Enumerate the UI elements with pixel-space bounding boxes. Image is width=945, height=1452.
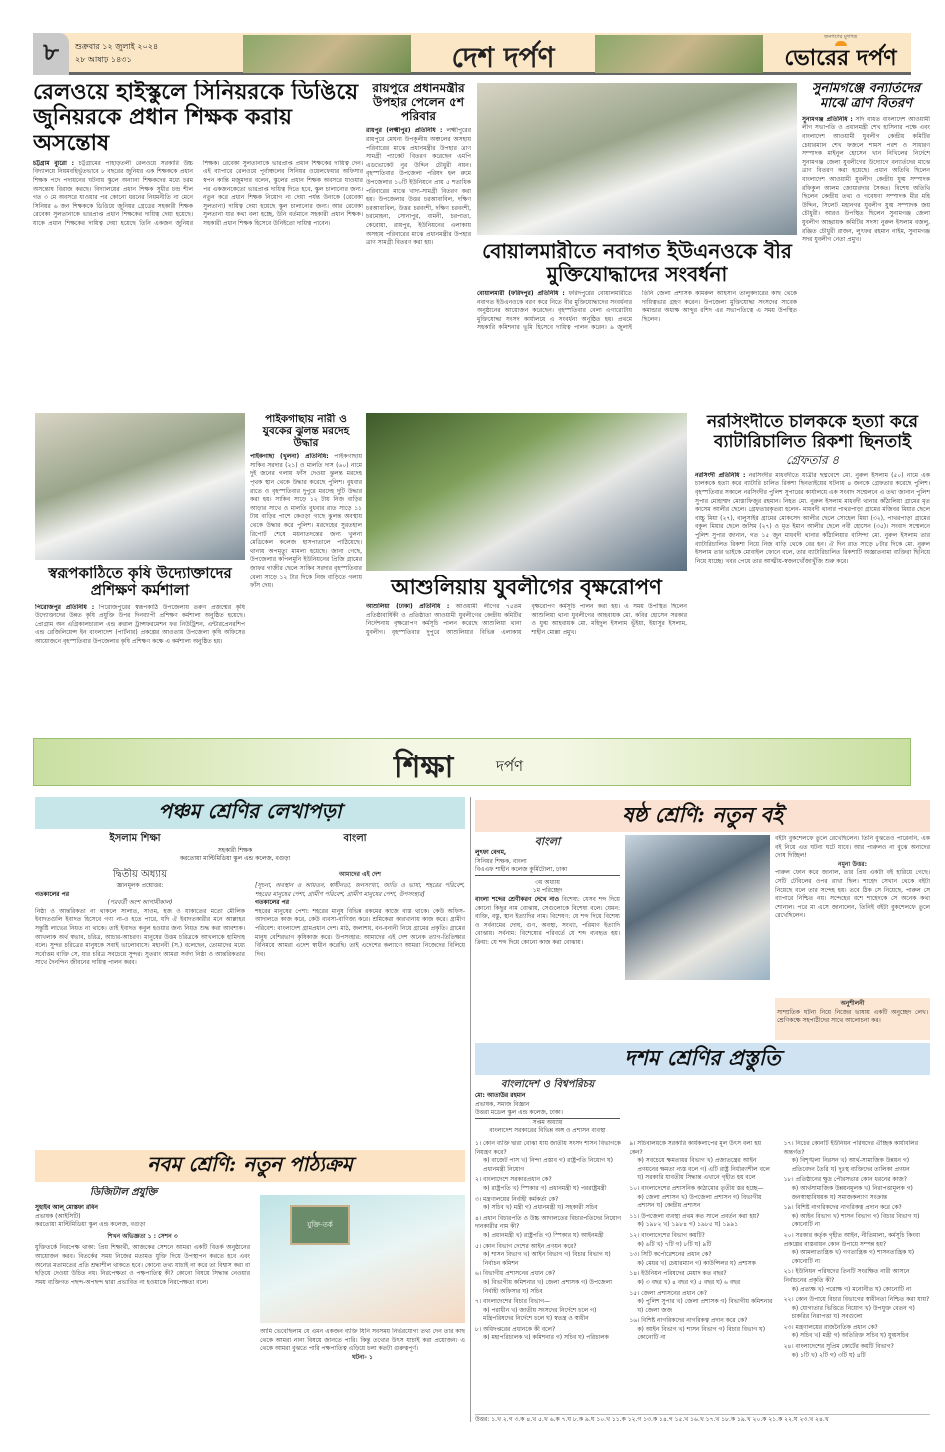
class9-header: নবম শ্রেণি: নতুন পাঠ্যক্রম [35,1150,465,1182]
exercise-body: সাম্প্রতিক ঘটনা নিয়ে নিজের ভাষায় একটি অনুচ্ছেদ লেখ। শ্রেণিকক্ষে সহপাঠীদের সাথে আলোচনা কর। [777,1008,928,1025]
class5-bangla-content [255,868,465,1130]
header-photo-strip-left [243,35,411,73]
article-swarupkathi [35,604,245,726]
logo-tagline: জনগণের মুখপত্র [823,34,858,40]
class5-islam-content [35,868,245,1130]
figure-caption: যুক্তি-তর্ক [290,1205,350,1245]
headline-sunamganj: সুনামগঞ্জে বন্যার্তদের মাঝে ত্রাণ বিতরণ [811,82,921,111]
dateline: পাইকগাছা (খুলনা) প্রতিনিধি: [250,453,329,461]
mcq-question: ১৫। জেলা প্রশাসনের প্রধান কে? [629,1289,707,1297]
dateline: আশুলিয়া (ঢাকা) প্রতিনিধি : [366,603,450,611]
class10-answers: উত্তর: ১.খ ২.গ ৩.ক ৪.খ ৫.খ ৬.ক ৭.ঘ ৮.ক ৯.ঘ ১০.খ ১১.ক ১২.গ ১৩.ক ১৪.গ ১৫.খ ১৬.খ ১৭.খ ১৮.ক ১৯.খ ২০.ক ২১.ক ২২.ঘ ২৩.খ ২৪.খ [475,1414,930,1425]
mcq-item [475,1140,621,1174]
newspaper-logo: ভোরের দর্পণ [784,46,897,71]
dateline: রায়পুর (লক্ষ্মীপুর) প্রতিনিধি : [366,127,443,135]
mcq-item [629,1270,775,1287]
dateline: চট্টগ্রাম ব্যুরো : [33,159,74,167]
article-paikgachha-block [250,413,362,726]
mcq-question: ১৯। বিশিষ্ট নাগরিকদের নাগরিকত্ব প্রদান করে কে? [783,1204,902,1212]
article-sunamganj [802,116,930,400]
mcq-question: ১৩। সিটি কর্পোরেশনের প্রধান কে? [629,1251,712,1259]
mcq-item [475,1298,621,1324]
lesson-body: আমি ভেবেছিলাম যে এমন একজন ব্যক্তি যিনি সবসময় নির্ভরযোগ্য তথ্য দেন তার কাছ থেকে আমরা নানা বিষয়ে জানতে পারি। কিন্তু তথ্যের উৎস যাচাই করা প্রয়োজন। এ থেকে আমরা বুঝতে পারি পক্ষপাতিত্ব এড়িয়ে চলা কতটা গুরুত্বপূর্ণ। [260,1328,465,1353]
headline-paikgachha: পাইকগাছায় নারী ও যুবকের ঝুলন্ত মরদেহ উদ্ধার [262,413,350,450]
headline-boalmari: বোয়ালমারীতে নবাগত ইউএনওকে বীর মুক্তিযোদ্ধাদের সংবর্ধনা [482,240,792,286]
illustration-debate [260,1195,465,1323]
answer-heading: নমুনা উত্তর: [838,860,867,868]
mcq-item [629,1290,775,1316]
article-body: পিরোজপুরের স্বরূপকাঠি উপজেলায় তরুণ প্রজন্মের কৃষি উদ্যোক্তাদের উন্নত কৃষি প্রযুক্তি উপর দিনব্যাপী প্রশিক্ষণ কর্মশালা অনুষ্ঠিত হয়েছে। প্রোগ্রাম অন এগ্রিকালচারাল এন্ড রুরাল ট্রান্সফরমেশন ফর নিউট্রিশন, এন্টারপ্রেনরশিপ এন্ড রেজিলিয়েন্স ইন বাংলাদেশ (পার্টনার) প্রকল্পের আওতায় উপজেলা কৃষি অফিসের আয়োজনে বৃহস্পতিবার উপজেলার কৃষি প্রশিক্ষণ কক্ষে এ কর্মশালা অনুষ্ঠিত হয়। [35,603,245,645]
mcq-question: ১। কোন ব্যক্তি দ্বারা বোঝা যায় জাতীয় সংসদ শাসন বিভাগকে নিয়ন্ত্রণ করে? [475,1140,621,1156]
author-school: করতোয়া মাল্টিমিডিয়া স্কুল এন্ড কলেজ, বগুড়া [35,1221,146,1229]
mcq-item [784,1343,930,1360]
mcq-options: ক) যোগ্যতার ভিত্তিতে নিয়োগ খ) উপযুক্ত বেতন গ) চাকরির নিরাপত্তা ঘ) সবগুলো [791,1304,915,1321]
mcq-item [784,1140,930,1174]
date-bengali: ২৮ আষাঢ় ১৪৩১ [75,55,132,64]
mcq-item [629,1317,775,1343]
mcq-item [475,1196,621,1213]
photo-workshop [35,413,245,560]
article-narsingdi-block [695,413,930,727]
article-narsingdi [695,472,930,727]
exercise-heading: অনুশীলনী [840,1000,865,1007]
mcq-options: ক) প্রধানমন্ত্রী খ) রাষ্ট্রপতি গ) স্পিকার ঘ) আইনমন্ত্রী [483,1231,604,1239]
dateline: সুনামগঞ্জ প্রতিনিধি : [802,115,853,123]
article-body: নরসিংদীর মাধবদীতে যাত্রীর ছদ্মবেশে মো. নুরুল ইসলাম (৫০) নামে এক চালককে হত্যা করে ব্যাটারি চালিত রিকশা ছিনতাইয়ের ঘটনায় ৪ জনকে গ্রেফতার করেছে পুলিশ। বৃহস্পতিবার সকালে নরসিংদীর পুলিশ সুপারের কার্যালয়ে এক সংবাদ সম্মেলনে এ তথ্য জানান পুলিশ সুপার মোহাম্মদ মোস্তাফিজুর রহমান। নিহত মো. নুরুল ইসলাম মাধবদী থানার কাঁঠালিয়া গ্রামের মৃত কাসেম আলীর ছেলে। গ্রেফতারকৃতরা হলেন- মাধবদী থানার পাথরপাড়া গ্রামের মজিবর মিয়ার ছেলে বাচ্চু মিয়া (২৭), বালুসাইর গ্রামের মোকসেদ আলীর ছেলে সোহেল মিয়া (৩২), পাথরপাড়া গ্রামের বকুল মিয়ার ছেলে জসিম (২৭) ও মৃত ইমান আলীর ছেলে নবী হোসেন (৩৫)। সংবাদ সম্মেলনে পুলিশ সুপার জানান, গত ১৫ জুন মাধবদী থানার কাঁঠালিয়ার বাসিন্দা মো. নুরুল ইসলাম তার ব্যাটারিচালিত রিকশা নিয়ে নিজ বাড়ি থেকে বের হন। ঐ দিন রাত সাড়ে ৮টার দিকে মো. নুরুল ইসলাম তার ভাইকে মোবাইল ফোনে বলে, তার ব্যাটারিচালিত রিকশাটি অজ্ঞাতনামা ব্যক্তিরা ছিনিয়ে নিয়ে যাচ্ছে। খবর পেয়ে তার আত্মীয়-স্বজনখোঁজাখুঁজি শুরু করে। [695,471,930,565]
class6-left-content [475,835,620,1040]
mcq-options: ক) পরাধীন খ) জাতীয় সংসদের নির্দেশে চলে গ) মন্ত্রিপরিষদের নির্দেশে চলে ঘ) স্বতন্ত্র ও স্বাধীন [483,1306,597,1323]
dateline: পিরোজপুর প্রতিনিধি : [35,603,95,611]
mcq-item [784,1232,930,1266]
mcq-options: ক) আইন বিভাগ খ) শাসন বিভাগ গ) বিচার বিভাগ ঘ) কোনোটি না [791,1212,920,1229]
header-photo-strip-right [595,35,763,73]
mcq-question: ৫। কোন বিভাগ দেশের আইন প্রণয়ন করে? [475,1242,577,1250]
article-body: আওয়ামী লীগের ৭৫তম প্রতিষ্ঠাবার্ষিকী ও প্রতিষ্ঠাতা আওয়ামী যুবলীগের কেন্দ্রীয় কমিটির নির্দেশনায় বৃক্ষরোপণ কর্মসূচি পালন করেছে আশুলিয়া থানা যুবলীগ। বৃহস্পতিবার দুপুরে আশুলিয়ার বিভিন্ন এলাকায় বৃক্ষরোপণ কর্মসূচি পালন করা হয়। এ সময় উপস্থিত ছিলেন আশুলিয়া থানা যুবলীগের আহবায়ক মো. কবির হোসেন সরকার ও যুগ্ম আহবায়ক মো. মহিদুল ইসলাম ভূঁইয়া, ইয়াসুর ইসলাম, শাহীন মোল্লা প্রমুখ। [366,603,687,636]
article-body: ফরিদপুরের বোয়ালমারীতে নবাগত ইউএনওকে বরণ করে নিতে বীর মুক্তিযোদ্ধাদের সংবর্ধনার অনুষ্ঠানের আয়োজন করেছেন। বৃহস্পতিবার বেলা এগারোটায় মুক্তিযোদ্ধা সংসদ কার্যালয়ে এ সংবর্ধনা অনুষ্ঠিত হয়। প্রথমে সহকারি কমিশনার ভূমি হিসেবে দায়িত্ব পালন করেন। ৯ জুলাই তিনি জেলা প্রশাসক কামরুল আহসান তালুকদারের কাছ থেকে দায়িত্বভার গ্রহণ করেন। উপজেলা মুক্তিযোদ্ধা সংসদের সাবেক কমান্ডার অধ্যক্ষ আব্দুর রশিদ এর সভাপতিত্বে এ সময় উপস্থিত ছিলেন। [477,290,797,332]
continued-label: গতকালের পর [255,899,290,907]
mcq-options: ক) সচিব খ) মন্ত্রী গ) অতিরিক্ত সচিব ঘ) যুগ্মসচিব [791,1332,909,1340]
mcq-question: ১৬। বিশিষ্ট নাগরিকদের নাগরিকত্ব প্রদান করে কে? [629,1317,748,1325]
mcq-item [629,1140,775,1183]
photo-tree-planting [366,413,687,571]
author-school: করতোয়া মাল্টিমিডিয়া স্কুল এন্ড কলেজ, বগুড়া [179,855,291,862]
education-banner [33,738,911,786]
mcq-question: ৭। বাংলাদেশের বিচার বিভাগ— [475,1298,550,1306]
article-ashulia [366,603,687,726]
mcq-question: ২০। সরকার কর্তৃক গৃহীত আইন, নীতিমালা, কর্মসূচি কিংবা প্রকল্পের বাস্তবায়ন কোন উপায়ে সম্পন্ন হয়? [783,1231,920,1248]
author-school: উত্তরা মডেল স্কুল এন্ড কলেজ, ঢাকা। [475,1109,620,1119]
class6-exercise-box [775,998,930,1040]
mcq-item [475,1243,621,1269]
author-role: প্রভাষক (আইসিটি) [35,1212,81,1220]
lesson-title: বাংলা শব্দের শ্রেণীকরণ দেখে নাও [475,895,560,903]
subject: বাংলা [534,835,561,848]
mcq-question: ১০। বাংলাদেশের প্রশাসনিক কাঠামোর তৃতীয় স্তর হচ্ছে— [629,1184,764,1192]
mcq-item [475,1326,621,1343]
section-title: দেশ দর্পণ [451,41,555,74]
class10-mcq-block [475,1140,930,1425]
mcq-options: ক) জেলা প্রশাসন খ) উপজেলা প্রশাসন গ) বিভাগীয় প্রশাসন ঘ) কেন্দ্রীয় প্রশাসন [637,1193,762,1210]
mcq-item [475,1270,621,1296]
class9-content [35,1204,250,1423]
mcq-question: ২। বাংলাদেশে সরকারপ্রধান কে? [475,1176,552,1184]
mcq-options: ক) আর্থসামাজিক উন্নয়নমূলক খ) নিরাপত্তামূলক গ) জনস্বাস্থ্যবিষয়ক ঘ) সমাজকল্যাণ সংক্রান্ত [791,1184,913,1201]
page-number: ৮ [33,33,69,75]
article-boalmari-block [477,240,797,400]
subhead-narsingdi: গ্রেফতার ৪ [785,453,840,468]
column-divider [470,797,471,1422]
mcq-item [629,1232,775,1249]
author-role: সহকারী শিক্ষক [217,847,253,854]
headline-swarupkathi: স্বরূপকাঠিতে কৃষি উদ্যোক্তাদের প্রশিক্ষণ কর্মশালা [48,565,232,600]
mcq-question: ২৪। বাংলাদেশের সুপ্রিম কোর্টের কয়টি বিভাগ? [783,1343,894,1351]
mcq-options: ক) আইন বিভাগ খ) শাসন বিভাগ গ) বিচার বিভাগ ঘ) কোনোটি না [637,1325,766,1342]
mcq-options: ক) পুলিশ সুপার খ) জেলা প্রশাসক গ) বিভাগীয় কমিশনার ঘ) জেলা জজ [637,1298,773,1314]
lesson-body: যুক্তিতর্কে নিরপেক্ষ থাকা: প্রিয় শিক্ষার্থী, আজকের সেশনে আমরা একটি বিতর্ক অনুষ্ঠানের আয়োজন করব। বিতর্কের সময় নিজের মতামত যুক্তি দিয়ে উপস্থাপন করতে হবে এবং অন্যের মতামতের প্রতি শ্রদ্ধাশীল থাকতে হবে। কোনো তথ্য যাচাই না করে তা বিশ্বাস করা বা ছড়িয়ে দেওয়া উচিত নয়। নিরপেক্ষতা ও পক্ষপাতিত্ব কী? কোনো বিষয়ে সিদ্ধান্ত নেওয়ার সময় ব্যক্তিগত পছন্দ-অপছন্দ দ্বারা প্রভাবিত না হওয়াকে নিরপেক্ষতা বলে। [35,1244,250,1286]
mcq-question: ৩। মন্ত্রণালয়ের নির্বাহী কর্মকর্তা কে? [475,1195,559,1203]
class5-header: পঞ্চম শ্রেণির লেখাপড়া [35,797,465,829]
lesson-topics: [সূচনা, অবস্থান ও আয়তন, স্বাধীনতা, জনসংখ্যা, জাতি ও ভাষা, শহরের পরিবেশ, শহরের মানুষের পেশা, গ্রামীণ পরিবেশ, গ্রামীণ মানুষের পেশা, উপসংহার] [255,882,465,898]
class5-subject-bangla: বাংলা [343,833,367,844]
answer-body: পারুল ফোন করে জানাল, তার প্রিয় একটা বই হারিয়ে গেছে। সেটি টেবিলের ওপর রাখা ছিল। শাহেদ সেখান থেকে বইটা নিয়েছে বলে তার সন্দেহ হয়। তবে ঠিক সে নিয়েছে, পারুল সে ব্যাপারে নিশ্চিত নয়। সন্দেহের বশে শাহেদকে সে অনেক কথা শোনাল। পরে মা এসে জানালেন, তিনিই বইটা বুকশেলফে তুলে রেখেছিলেন। [775,869,930,920]
author-school: বিএএফ শাহীন কলেজ কুর্মিটোলা, ঢাকা [475,866,620,876]
mcq-options: ক) ১টি খ) ২টি গ) ৩টি ঘ) ৪টি [791,1351,866,1359]
masthead [33,33,911,75]
mcq-item [784,1176,930,1202]
mcq-options: ক) ৩ বছর খ) ৪ বছর গ) ৫ বছর ঘ) ৬ বছর [637,1278,741,1286]
article-railway [33,160,363,400]
article-paikgachha [250,453,362,726]
class6-header: ষষ্ঠ শ্রেণি: নতুন বই [475,800,930,832]
article-raipur [366,127,471,400]
article-boalmari [477,290,797,400]
dateline: বোয়ালমারী (ফরিদপুর) প্রতিনিধি : [477,290,565,297]
mcq-options: ক) শাসন বিভাগ খ) আইন বিভাগ গ) বিচার বিভাগ ঘ) নির্বাচন কমিশন [483,1251,611,1267]
mcq-question: ২১। ইউনিয়ন পরিষদের তিনটি সংরক্ষিত নারী আসনে নির্বাচনের প্রকৃতি কী? [783,1268,910,1284]
date-gregorian: শুক্রবার ১২ জুলাই ২০২৪ [75,42,159,51]
dateline: নরসিংদী প্রতিনিধি : [695,471,746,479]
author-role: সিনিয়র শিক্ষক, বাংলা [475,857,527,865]
mcq-item [629,1213,775,1230]
date-block [75,40,158,66]
mcq-question: ৯। সচিবালয়কে সরকারি কার্যকলাপের মূল উৎস বলা হয় কেন? [629,1140,762,1156]
mcq-question: ৮। অধিদপ্তরের প্রধানকে কী বলে? [475,1325,556,1333]
class9-left-block [35,1186,250,1423]
mcq-question: ১৮। প্রতিষ্ঠানের ক্ষুদ্র পৌরসভার কোন ধরনের কাজ? [783,1176,907,1184]
author-name: মো: আতাউর রহমান [475,1092,526,1099]
headline-raipur: রায়পুরে প্রধানমন্ত্রীর উপহার পেলেন ৫শ পরিবার [372,82,465,123]
banner-subtitle: দর্পণ [496,757,524,775]
continued-label: গতকালের পর [35,890,70,898]
class10-mcq-list [475,1140,930,1412]
mcq-options: ক) মেয়র খ) চেয়ারম্যান গ) কাউন্সিলর ঘ) প্রশাসক [637,1259,756,1267]
chapter-sub: বাংলাদেশ সরকারের বিভিন্ন অঙ্গ ও প্রশাসন ব্যবস্থা [489,1127,606,1135]
article-body: লক্ষ্মীপুরের রায়পুরে মেঘনা উপকূলীয় অঞ্চলের অসহায় পরিবারের মাঝে প্রধানমন্ত্রীর উপহার ত্রাণ সামগ্রী প্যাকেট বিতরণ করেছেন এমপি এডভোকেট নুর উদ্দিন চৌধুরী নয়ন। বৃহস্পতিবার উপজেলা পরিষদ হল রুমে উপজেলার ১০টি ইউনিয়নে প্রায় ৫ শতাধিক পরিবারের মাঝে খাদ্য-সামগ্রী বিতরণ করা হয়। উপজেলার উত্তর চরআবাবিল, দক্ষিণ চরআবাবিল, উত্তর চরবংশী, দক্ষিণ চরবংশী, চরমোহনা, সোনাপুর, বামনী, চরপাতা, কেরোয়া, রায়পুর, ইউনিয়নের এলাকায় অসহায় পরিবারের মাঝে প্রধানমন্ত্রীর উপহার ত্রাণ সামগ্রী বিতরণ করা হয়। [366,127,471,247]
session-label: শিখন অভিজ্ঞতা ১ : সেশন ৩ [107,1232,178,1240]
article-ashulia-block [366,575,687,726]
article-swarupkathi-block [35,565,245,725]
mcq-options: ক) আমলাতান্ত্রিক খ) গণতান্ত্রিক গ) শাসনতান্ত্রিক ঘ) কোনোটি না [791,1249,915,1265]
mcq-item [475,1215,621,1241]
chapter: সপ্তম অধ্যায় [532,1118,563,1126]
activity-label: ঘটনা- ১ [352,1353,373,1361]
mcq-question: ২৩। মন্ত্রণালয়ের রাজনৈতিক প্রধান কে? [783,1323,878,1331]
logo-block [773,34,908,72]
mcq-item [475,1176,621,1193]
mcq-options: ক) বিভাগীয় কমিশনার খ) জেলা প্রশাসক গ) উপজেলা নির্বাহী অফিসার ঘ) সচিব [483,1278,612,1295]
class6-right-content [775,835,930,995]
lesson-body: নিষ্ঠা ও আন্তরিকতা না থাকলে সালাত, সাওম, হজ ও যাকাতের মতো মৌলিক ইবাদতগুলি ইবাদত হিসেবে গণ্য না-ও হতে পারে, যদি ঐ ইবাদতকারীর মনে আল্লাহর সন্তুষ্টি লাভের নিয়ত না থাকে। তাই ইবাদত কবুল হওয়ার জন্য নিয়ত শুদ্ধ করা আবশ্যক। আখলাক অর্থ স্বভাব, চরিত্র, আচার-আচরণ। মানুষের উত্তম চরিত্রকে আখলাকে হামিদাহ বলে। সুন্দর চরিত্রের মানুষকে সবাই ভালোবাসে। মহানবী (স.) বলেছেন, তোমাদের মধ্যে সর্বোত্তম ব্যক্তি সে, যার চরিত্র সবচেয়ে সুন্দর। সুতরাং আমরা সর্বদা নিষ্ঠা ও আন্তরিকতার সাথে দৈনন্দিন জীবনের দায়িত্ব পালন করব। [35,907,245,967]
lesson-body: বিশেষ্য: যেসব শব্দ দিয়ে কোনো কিছুর নাম বোঝায়, সেগুলোকে বিশেষ্য বলে। যেমন: ব্যক্তি, বস্তু, স্থান ইত্যাদির নাম। বিশেষণ: যে শব্দ দিয়ে বিশেষ্য ও সর্বনামের দোষ, গুণ, অবস্থা, সংখ্যা, পরিমাণ ইত্যাদি বোঝায়। সর্বনাম: বিশেষ্যের পরিবর্তে যে শব্দ ব্যবহৃত হয়। ক্রিয়া: যে শব্দ দিয়ে কোনো কাজ করা বোঝায়। [475,895,620,946]
section: ১ম পরিচ্ছেদ [532,887,563,895]
class10-header: দশম শ্রেণির প্রস্তুতি [475,1043,930,1075]
mcq-options: ক) বিশৃঙ্খলা নিরসন খ) আর্থ-সামাজিক উন্নয়ন গ) প্রতিবেদন তৈরি ঘ) দুঃস্থ ব্যক্তিদের তালিকা প্রণয়ন [791,1157,910,1173]
mcq-question: ১২। বাংলাদেশের বিভাগ কয়টি? [629,1231,705,1239]
mcq-options: ক) সচিব খ) মন্ত্রী গ) প্রধানমন্ত্রী ঘ) সহকারী সচিব [483,1204,598,1212]
article-railway-block [33,80,363,400]
chapter: ৩য় অধ্যায় [535,878,560,886]
headline-ashulia: আশুলিয়ায় যুবলীগের বৃক্ষরোপণ [391,575,662,599]
class9-content-2 [260,1328,465,1423]
mcq-item [784,1296,930,1322]
mcq-item [629,1185,775,1211]
article-body: চট্টগ্রামের পাহাড়তলী রেলওয়ে সরকারি উচ্চ বিদ্যালয়ে নিয়মবহির্ভূতভাবে ৮ বছরের জুনিয়র এক শিক্ষককে প্রধান শিক্ষক পদে পদায়নের ঘটনায় স্কুলে অন্যান্য শিক্ষকদের মধ্যে চরম অসন্তোষ বিরাজ করছে। বিদ্যালয়ের প্রধান শিক্ষক সুধীর চন্দ্র শীল গত ৩ মে অবসরে যাওয়ার পর কোনো ধরনের নিয়মনীতি না মেনে সিনিয়র ৬ জন শিক্ষককে ডিঙিয়ে জুনিয়র গ্রেডের সহকারী শিক্ষক রেবেকা সুলতানাকে ভারপ্রাপ্ত প্রধান শিক্ষকের দায়িত্ব দেয়া হয়েছে। যাকে প্রধান শিক্ষকের দায়িত্ব দেয়া হয়েছে তিনি একজন জুনিয়র শিক্ষক। রেবেকা সুলতানাকে ভারপ্রাপ্ত প্রধান শিক্ষকের দায়িত্ব দেন। এই ব্যাপারে রেলওয়ে পূর্বাঞ্চলের সিনিয়র ওয়েলফেয়ার অফিসার স্বপন কান্তি মজুমদার বলেন, স্কুলের প্রধান শিক্ষক অবসরে যাওয়ার পর একজনকেতো ভারপ্রাপ্ত দায়িত্ব দিতে হবে, স্কুল চালানোর জন্য। নতুন করে প্রধান শিক্ষক নিয়োগ না দেয়া পর্যন্ত উনাকে (রেবেকা সুলতানা) দায়িত্ব দেয়া হয়েছে স্কুল চালানোর জন্য। আর রেবেকা সুলতানা যার কথা বলা হচ্ছে, উনি বর্তমানে সহকারী প্রধান শিক্ষক। সহকারী প্রধান শিক্ষক হিসেবে উনিইতো দায়িত্ব পাবেন। [33,159,363,228]
mcq-question: ১৭। নিচের কোনটি ইউনিয়ন পরিষদের ঐচ্ছিক কার্যাবলির অন্তর্গত? [783,1140,919,1156]
author-name: সুহাইব আল্ মোস্তফা রবিন [35,1204,98,1211]
banner-title: শিক্ষা [394,750,454,785]
mcq-item [629,1251,775,1268]
article-body: সদি বাধত বাংলাদেশ আওয়ামী লীগ সভাপতি ও প্রধানমন্ত্রী শেখ হাসিনার পক্ষে এবং বাংলাদেশ আওয়ামী যুবলীগ কেন্দ্রীয় কমিটির চেয়ারম্যান শেখ ফজলে শামস পরশ ও সাধারণ সম্পাদক মাইনুল হোসেন খান নিখিলের নির্দেশে সুনামগঞ্জ জেলা যুবলীগের উদ্যোগে বন্যার্তদের মাঝে ত্রাণ বিতরণ করা হয়েছে। প্রধান অতিথি ছিলেন বাংলাদেশ আওয়ামী যুবলীগ কেন্দ্রীয় যুগ্ম সম্পাদক রফিকুল আলম জোয়ারদার সৈকত। বিশেষ অতিথি ছিলেন কেন্দ্রীয় তথ্য ও গবেষণা সম্পাদক মীর মহি উদ্দিন, সিলেট মহানগর যুবলীগ যুগ্ম সম্পাদক জয় চৌধুরী। আরও উপস্থিত ছিলেন সুনামগঞ্জ জেলা যুবলীগ আহ্বায়ক কমিটির সদস্য নুরুল ইসলাম বজলু, রঞ্জিত চৌধুরী রাজন, লুৎফর রহমান নাইম, সুনামগঞ্জ সদর যুবলীগ নেতা প্রমুখ। [802,115,930,244]
mcq-item [784,1268,930,1294]
mcq-options: ক) রাষ্ট্রপতি খ) স্পিকার গ) প্রধানমন্ত্রী ঘ) পররাষ্ট্রমন্ত্রী [483,1184,607,1192]
mcq-question: ১১। উপজেলা ব্যবস্থা প্রথম কত সালে প্রবর্তন করা হয়? [629,1212,760,1220]
photo-relief-distribution [477,83,797,235]
mcq-question: ১৪। ইউনিয়ন পরিষদের মেয়াদ কত বছর? [629,1270,727,1278]
subject: বাংলাদেশ ও বিশ্বপরিচয় [500,1079,595,1090]
mcq-options: ক) বাজেট পাস খ) নিন্দা প্রস্তাব গ) রাষ্ট্রপতি নিয়োগ ঘ) প্রধানমন্ত্রী নিয়োগ [483,1157,614,1173]
chapter-sub: জ্ঞানমূলক প্রশ্নোত্তর: [116,882,164,889]
mcq-options: ক) মহাপরিচালক খ) কমিশনার গ) সচিব ঘ) পরিচালক [483,1334,609,1342]
mcq-item [784,1204,930,1230]
photo-students-exam [625,835,770,980]
mcq-question: ২২। কোন উপায়ে বিচার বিভাগের স্বাধীনতা নিশ্চিত করা যায়? [783,1296,930,1304]
mcq-options: ক) ৬টি খ) ৭টি গ) ৮টি ঘ) ৯টি [637,1240,712,1248]
headline-railway: রেলওয়ে হাইস্কুলে সিনিয়রকে ডিঙিয়ে জুনিয়রকে প্রধান শিক্ষক করায় অসন্তোষ [33,80,359,156]
lesson-body: বইটা বুকশেলফে তুলে রেখেছিলেন। তিনি বুঝতেও পারেননি, এক বই নিয়ে এত ঘটনা ঘটে যাবে। আর পারুলও না বুঝে অন্যদের দোষ দিচ্ছিল! [775,835,930,860]
lesson-heading: আমাদের এই দেশ [339,871,381,878]
author-name: লুৎফা বেগম, [475,849,507,856]
author-role: প্রভাষক, সমাজ বিজ্ঞান [475,1100,530,1108]
mcq-question: ৬। বিভাগীয় প্রশাসনের প্রধান কে? [475,1270,556,1278]
class9-subject: ডিজিটাল প্রযুক্তি [90,1187,158,1198]
article-raipur-block [366,82,471,400]
class5-author [150,847,320,863]
article-sunamganj-block [802,82,930,400]
lesson-body: শহরের মানুষের পেশা: শহরের মানুষ বিভিন্ন রকমের কাজে ব্যস্ত থাকে। কেউ অফিস-আদালতে কাজ করে, কেউ ব্যবসা-বাণিজ্য করে। শ্রমিকেরা কারখানায় কাজ করে। গ্রামীণ পরিবেশ: বাংলাদেশ গ্রামপ্রধান দেশ। মাঠ, জলাশয়, বন-বনানী নিয়ে গ্রামের প্রকৃতি। গ্রামের মানুষ বেশিরভাগ কৃষিকাজ করে। উপসংহার: আমাদের এই দেশ অনেক ত্যাগ-তিতিক্ষার বিনিময়ে আমরা এদেশ স্বাধীন করেছি। তাই এদেশের কল্যাণে আমরা নিজেদের বিলিয়ে দিব। [255,907,465,958]
mcq-options: ক) ১৯৮২ খ) ১৯৮৪ গ) ১৯৮৫ ঘ) ১৯৯১ [637,1221,739,1229]
class5-subject-islam: ইসলাম শিক্ষা [109,833,161,844]
class10-author-block [475,1078,620,1138]
mcq-item [784,1324,930,1341]
headline-narsingdi: নরসিংদীতে চালককে হত্যা করে ব্যাটারিচালিত রিকশা ছিনতাই [706,413,919,452]
mcq-question: ৪। প্রধান বিচারপতি ও উচ্চ আদালতের বিচারপতিদের নিয়োগ দানকারীর নাম কী? [475,1214,622,1231]
next-label: (পরবর্তী অংশ আগামীকাল) [107,899,173,907]
article-body: পাইকগাছায় সাকিব সরদার (২১) ও মালতি দাস (৬০) নামে দুই জনের গলায় ফাঁস দেওয়া ঝুলন্ত মরদেহ পৃথক স্থান থেকে উদ্ধার করেছে পুলিশ। বুধবার রাতে ও বৃহস্পতিবার দুপুরে মরদেহ দুটি উদ্ধার করা হয়। সাকিব সাড়ে ১২ টায় নিজ বাড়ির আড়ার সাথে ও মালতি বুধবার রাত সাড়ে ১১ টায় বাড়ির পাশে কেওড়া গাছে ঝুলন্ত অবস্থায় থেকে উদ্ধার করে পুলিশ। মরদেহের সুরতহাল রিপোর্ট শেষে ময়নাতদন্তের জন্য খুলনা মেডিকেল কলেজ হাসপাতালে পাঠিয়েছে। থানায় অপমৃত্যু মামলা হয়েছে। জানা গেছে, উপজেলার কপিলমুনি ইউনিয়নের প্রিজি গ্রামের জাফর গাজীর ছেলে সাকিব সরদার বৃহস্পতিবার বেলা সাড়ে ১২ টার দিকে নিজ বাড়িতে গলায় ফাঁস দেয়। [250,453,362,590]
chapter-title: দ্বিতীয় অধ্যায় [112,869,168,880]
mcq-options: ক) প্রত্যক্ষ খ) পরোক্ষ গ) মনোনীত ঘ) কোনোটি না [791,1285,912,1293]
mcq-options: ক) সবচেয়ে ক্ষমতাধর বিভাগ খ) প্রজাতন্ত্রের আইন প্রণয়নের ক্ষমতা ন্যস্ত বলে গ) এটি রাষ্ট্র নির্ধারণশীল বলে ঘ) সরকারি যাবতীয় সিদ্ধান্ত এখানে গৃহীত হয় বলে [637,1157,770,1182]
